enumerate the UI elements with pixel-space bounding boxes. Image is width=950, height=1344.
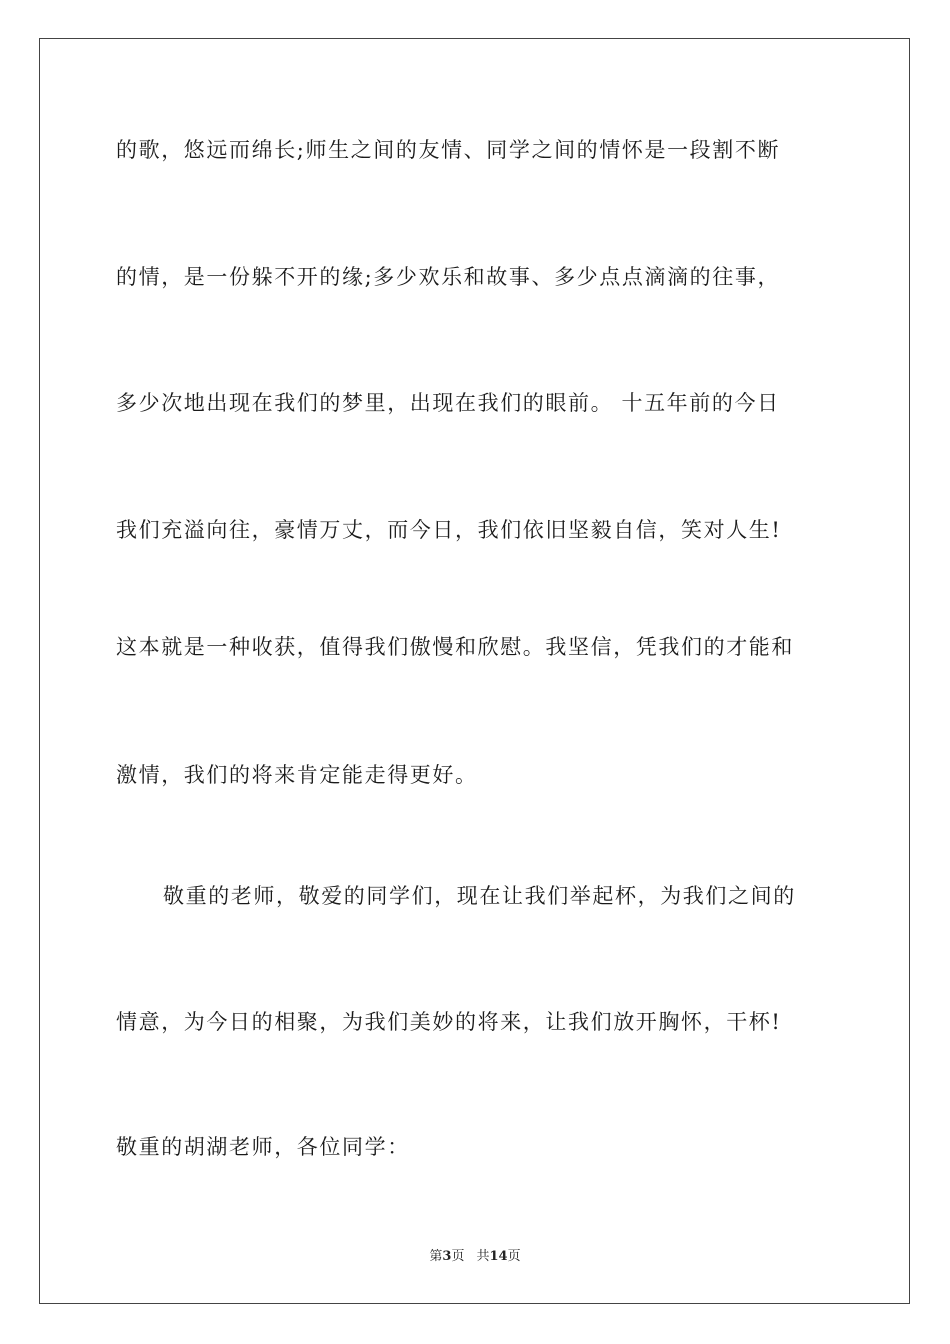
page-prefix: 第 [429, 1249, 443, 1264]
page-number: 3 [442, 1249, 452, 1264]
text-line-7-paragraph-start: 敬重的老师，敬爱的同学们，现在让我们举起杯，为我们之间的 [163, 884, 796, 908]
text-line-6: 激情，我们的将来肯定能走得更好。 [116, 763, 478, 787]
text-line-3: 多少次地出现在我们的梦里，出现在我们的眼前。 十五年前的今日 [116, 391, 780, 415]
total-suffix: 页 [507, 1249, 521, 1264]
page-border [39, 38, 910, 1304]
text-line-2: 的情，是一份躲不开的缘;多少欢乐和故事、多少点点滴滴的往事， [116, 265, 781, 289]
page-footer [0, 1248, 950, 1266]
total-pages: 14 [489, 1249, 508, 1264]
text-line-1: 的歌，悠远而绵长;师生之间的友情、同学之间的情怀是一段割不断 [116, 138, 781, 162]
text-line-4: 我们充溢向往，豪情万丈，而今日，我们依旧坚毅自信，笑对人生! [116, 518, 782, 542]
text-line-9-salutation: 敬重的胡湖老师，各位同学： [116, 1135, 410, 1159]
page-suffix: 页 [451, 1249, 465, 1264]
text-line-5: 这本就是一种收获，值得我们傲慢和欣慰。我坚信，凭我们的才能和 [116, 635, 794, 659]
total-prefix: 共 [476, 1249, 490, 1264]
text-line-8: 情意，为今日的相聚，为我们美妙的将来，让我们放开胸怀，干杯! [116, 1010, 782, 1034]
